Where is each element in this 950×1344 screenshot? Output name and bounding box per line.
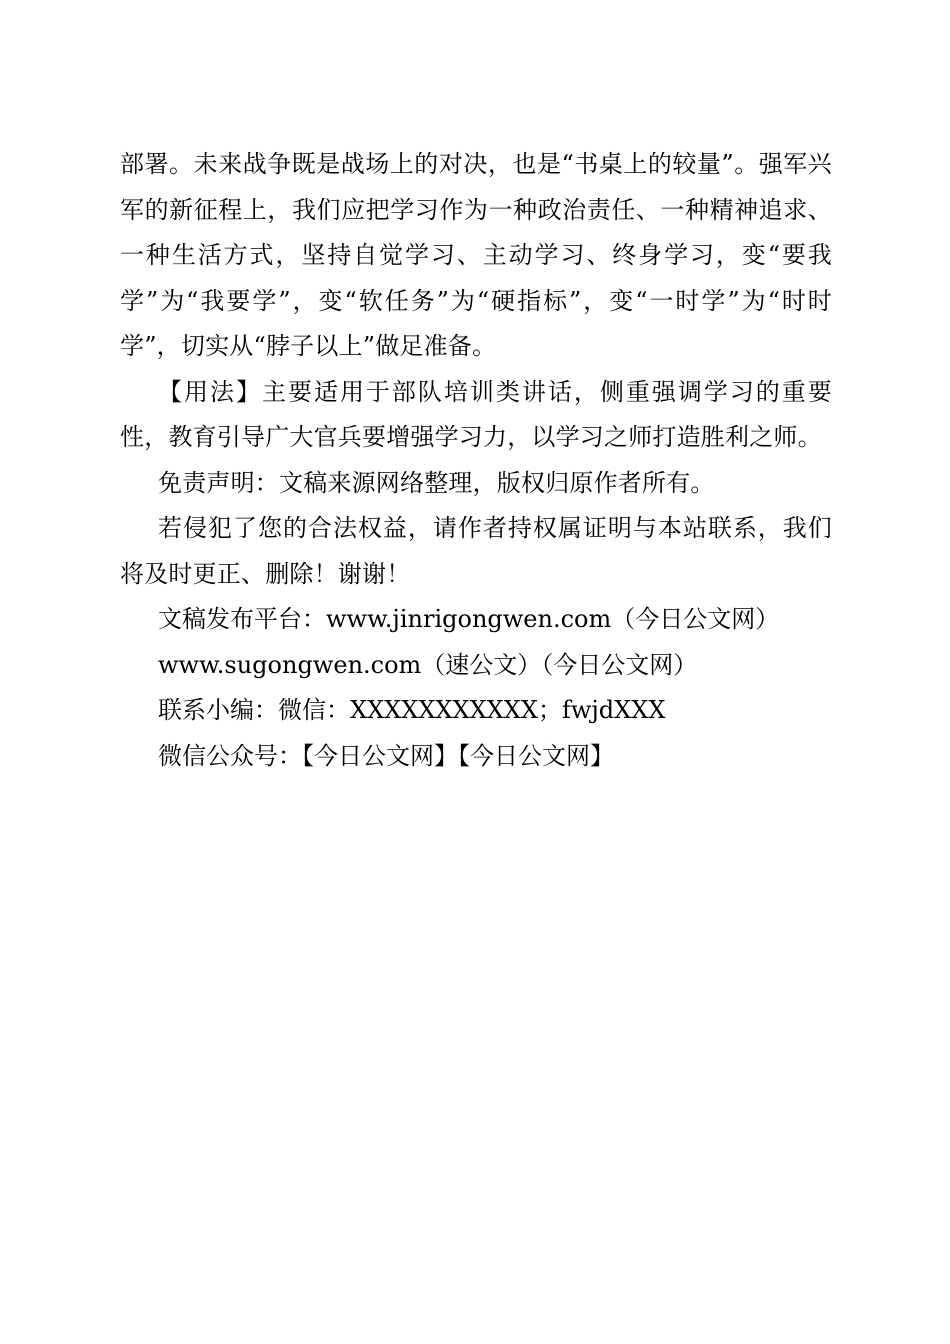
- document-page: [120, 142, 832, 779]
- platform-line: 文稿发布平台：www.jinrigongwen.com（今日公文网）: [158, 605, 780, 633]
- wechat-account-line: 微信公众号：【今日公文网】【今日公文网】: [158, 741, 614, 770]
- main-paragraph: 部署。未来战争既是战场上的对决，也是“书桌上的较量”。强军兴军的新征程上，我们应把学习作为一种政治责任、一种精神追求、一种生活方式，坚持自觉学习、主动学习、终身学习，变“要我学”为“我要学”，变“软任务”为“硬指标”，变“一时学”为“时时学”，切实从“脖子以上”做足准备。: [120, 150, 832, 360]
- site-line: www.sugongwen.com（速公文）（今日公文网）: [158, 650, 698, 679]
- usage-paragraph: 【用法】主要适用于部队培训类讲话，侧重强调学习的重要性，教育引导广大官兵要增强学习力，以学习之师打造胜利之师。: [120, 377, 832, 451]
- disclaimer-text: 免责声明：文稿来源网络整理，版权归原作者所有。: [158, 468, 715, 497]
- infringement-notice: 若侵犯了您的合法权益，请作者持权属证明与本站联系，我们将及时更正、删除！谢谢！: [120, 514, 832, 588]
- contact-line: 联系小编：微信：XXXXXXXXXXX；fwjdXXX: [158, 696, 666, 724]
